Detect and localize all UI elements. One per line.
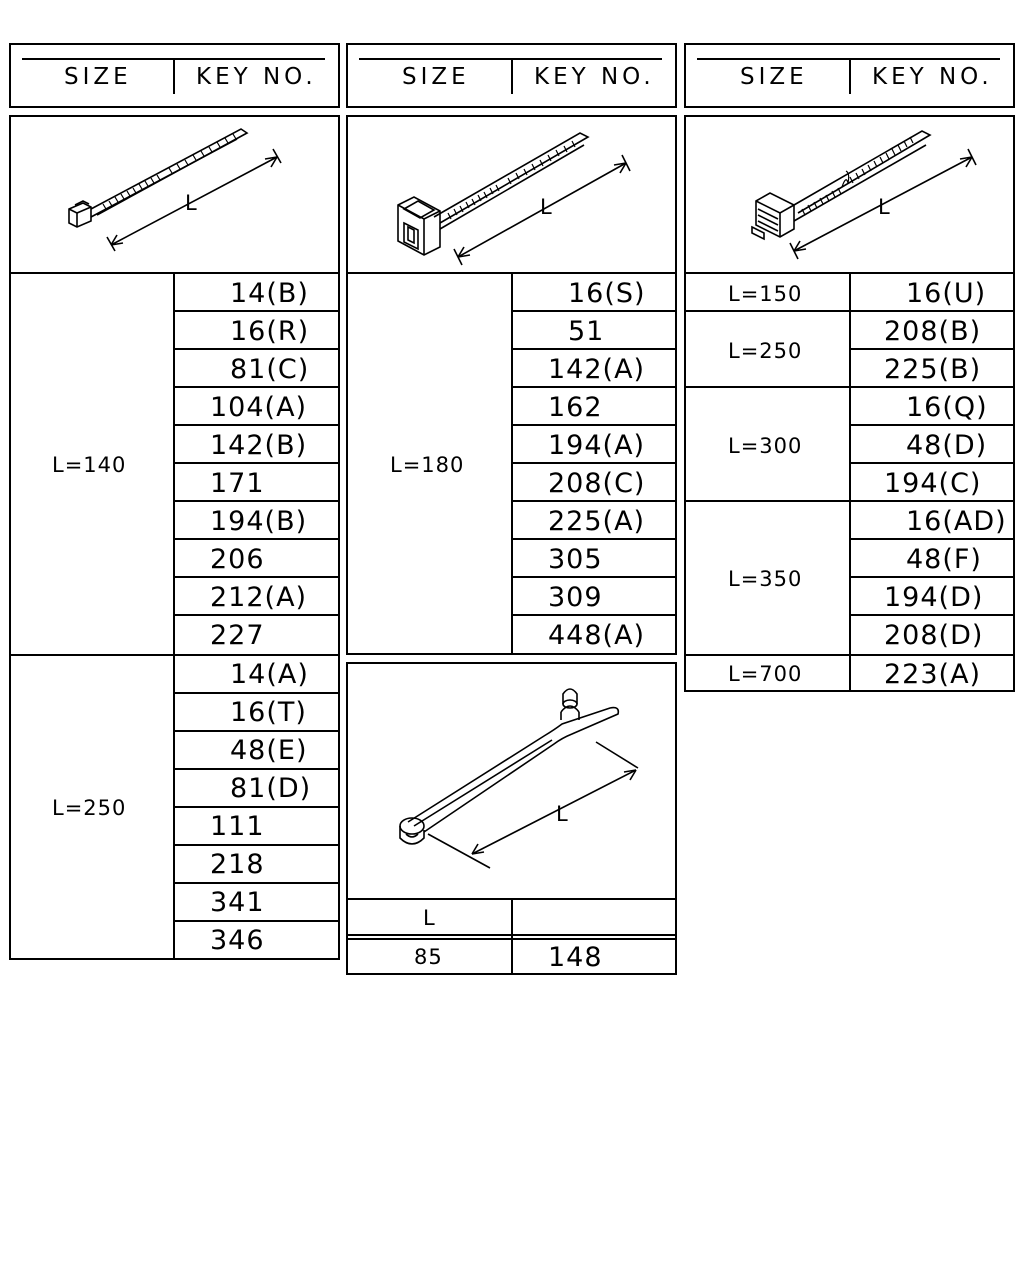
col3-key-cell: 48(D) (906, 430, 988, 461)
row-separator (173, 844, 340, 846)
col1-table-divider (173, 272, 175, 960)
group-separator (684, 310, 1015, 312)
col1-key-cell: 341 (210, 887, 265, 918)
col3-size-cell: L=250 (728, 339, 803, 363)
row-separator (849, 538, 1015, 540)
col3-size-cell: L=150 (728, 282, 803, 306)
col3-key-cell: 194(D) (884, 582, 984, 613)
col1-key-cell: 104(A) (210, 392, 308, 423)
col1-key-cell: 81(C) (230, 354, 310, 385)
col2-key-cell: 305 (548, 544, 603, 575)
cable-tie-square-head-icon (348, 117, 679, 277)
row-separator (849, 348, 1015, 350)
col3-key-cell: 16(Q) (906, 392, 988, 423)
col2-key-cell: 16(S) (568, 278, 646, 309)
row-separator (849, 614, 1015, 616)
row-separator (173, 310, 340, 312)
col2-key-cell: 162 (548, 392, 603, 423)
col2-header-divider (511, 58, 513, 94)
col3-table-divider (849, 272, 851, 692)
row-separator (173, 806, 340, 808)
col1-key-cell: 48(E) (230, 735, 308, 766)
row-separator (173, 576, 340, 578)
col2-key-cell: 51 (568, 316, 605, 347)
strap-row-key: 148 (548, 942, 603, 973)
col3-size-cell: L=350 (728, 567, 803, 591)
group-separator (684, 500, 1015, 502)
row-separator (173, 424, 340, 426)
col3-key-header: KEY NO. (872, 64, 993, 90)
row-separator (511, 500, 677, 502)
col1-size-header: SIZE (64, 64, 132, 90)
col3-size-cell: L=300 (728, 434, 803, 458)
col1-key-cell: 142(B) (210, 430, 308, 461)
row-separator (511, 614, 677, 616)
row-separator (511, 576, 677, 578)
col3-key-cell: 16(U) (906, 278, 987, 309)
row-separator (173, 500, 340, 502)
col2-key-cell: 142(A) (548, 354, 646, 385)
strap-with-clip-icon (348, 664, 679, 904)
col2-key-cell: 225(A) (548, 506, 646, 537)
row-separator (511, 538, 677, 540)
col1-size-cell: L=140 (52, 453, 127, 477)
col2-key-cell: 208(C) (548, 468, 646, 499)
row-separator (511, 462, 677, 464)
col3-figure-panel (684, 115, 1015, 275)
col1-size-cell: L=250 (52, 796, 127, 820)
col2-figure-panel (346, 115, 677, 275)
col2-key-cell: 194(A) (548, 430, 646, 461)
col2-size-header: SIZE (402, 64, 470, 90)
col1-key-cell: 111 (210, 811, 265, 842)
row-separator (849, 576, 1015, 578)
col3-size-header: SIZE (740, 64, 808, 90)
strap-header-l: L (423, 906, 436, 930)
col2-key-header: KEY NO. (534, 64, 655, 90)
col1-key-cell: 16(T) (230, 697, 307, 728)
row-separator (173, 538, 340, 540)
col3-header-divider (849, 58, 851, 94)
col3-key-cell: 194(C) (884, 468, 982, 499)
row-separator (511, 310, 677, 312)
col2-figure-dimension-label: L (540, 195, 553, 219)
col2-size-cell: L=180 (390, 453, 465, 477)
col1-key-header: KEY NO. (196, 64, 317, 90)
col3-key-cell: 208(B) (884, 316, 982, 347)
col3-key-cell: 223(A) (884, 659, 982, 690)
row-separator (173, 386, 340, 388)
row-separator (173, 692, 340, 694)
row-separator (173, 730, 340, 732)
row-separator (511, 424, 677, 426)
row-separator (511, 348, 677, 350)
row-separator (173, 348, 340, 350)
col1-key-cell: 14(B) (230, 278, 309, 309)
col3-key-cell: 48(F) (906, 544, 982, 575)
col1-key-cell: 227 (210, 620, 265, 651)
col1-figure-dimension-label: L (185, 191, 198, 215)
col1-key-cell: 14(A) (230, 659, 309, 690)
strap-figure-dimension-label: L (556, 802, 569, 826)
col1-key-cell: 346 (210, 925, 265, 956)
col2-key-cell: 309 (548, 582, 603, 613)
strap-table-divider (511, 898, 513, 975)
row-separator (511, 386, 677, 388)
row-separator (173, 462, 340, 464)
col1-key-cell: 81(D) (230, 773, 312, 804)
group-separator (684, 654, 1015, 656)
col3-size-cell: L=700 (728, 662, 803, 686)
col1-key-cell: 212(A) (210, 582, 308, 613)
col3-figure-dimension-label: L (878, 195, 891, 219)
cable-tie-release-head-icon (686, 117, 1017, 277)
row-separator (173, 768, 340, 770)
col2-key-cell: 448(A) (548, 620, 646, 651)
col1-header-divider (173, 58, 175, 94)
col1-key-cell: 194(B) (210, 506, 308, 537)
group-separator (684, 386, 1015, 388)
col1-figure-panel (9, 115, 340, 275)
col1-key-cell: 16(R) (230, 316, 310, 347)
row-separator (173, 882, 340, 884)
row-separator (173, 614, 340, 616)
col1-key-cell: 218 (210, 849, 265, 880)
col1-key-cell: 206 (210, 544, 265, 575)
col3-key-cell: 225(B) (884, 354, 982, 385)
row-separator (173, 920, 340, 922)
col1-key-cell: 171 (210, 468, 265, 499)
row-separator (849, 462, 1015, 464)
col1-group-separator (9, 654, 340, 656)
col3-key-cell: 16(AD) (906, 506, 1007, 537)
cable-tie-angled-head-icon (11, 117, 342, 277)
col3-key-cell: 208(D) (884, 620, 984, 651)
row-separator (849, 424, 1015, 426)
strap-row-l: 85 (414, 945, 443, 969)
